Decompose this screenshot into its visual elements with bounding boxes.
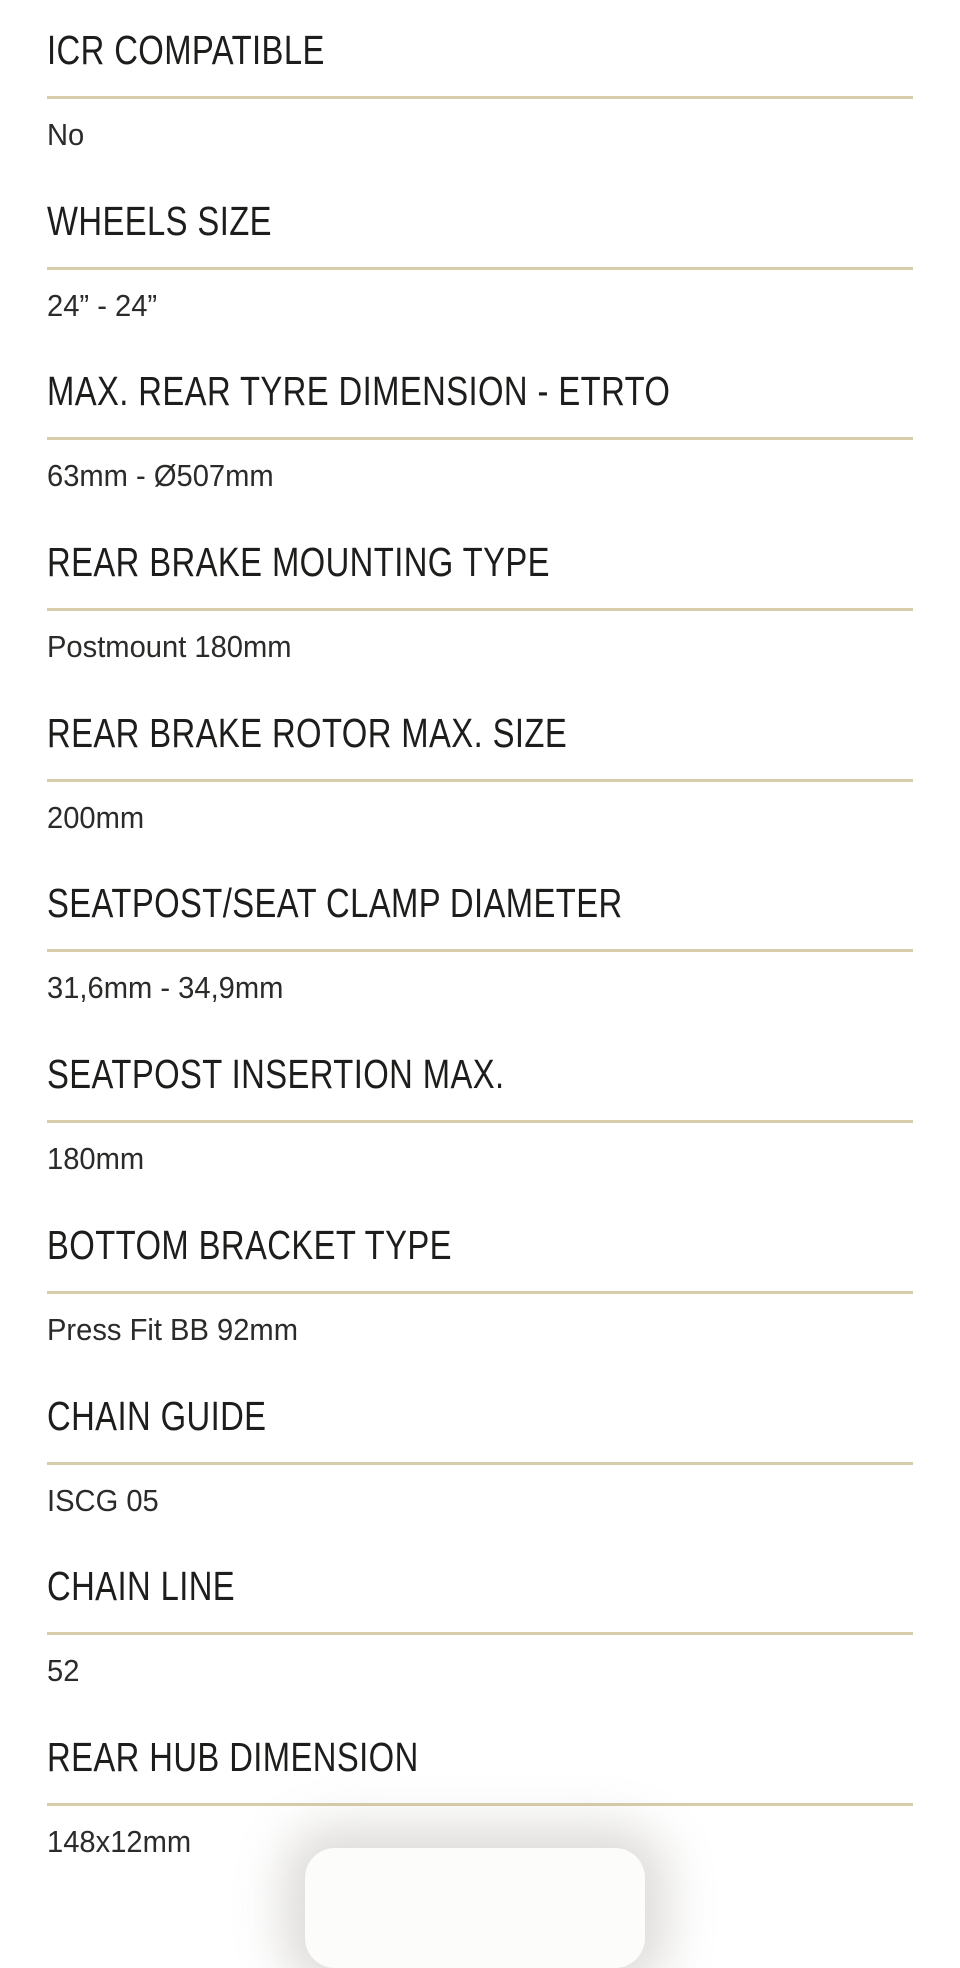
spec-value: 52 bbox=[47, 1653, 80, 1689]
spec-divider bbox=[47, 1291, 913, 1294]
bottom-overlay-shadow bbox=[305, 1848, 645, 1968]
spec-row bbox=[0, 683, 960, 854]
spec-label: SEATPOST INSERTION MAX. bbox=[47, 1051, 505, 1098]
spec-label: CHAIN GUIDE bbox=[47, 1392, 267, 1439]
spec-row bbox=[0, 0, 960, 171]
spec-label: CHAIN LINE bbox=[47, 1563, 236, 1610]
spec-row bbox=[0, 853, 960, 1024]
spec-row bbox=[0, 171, 960, 342]
spec-label: BOTTOM BRACKET TYPE bbox=[47, 1221, 452, 1268]
spec-row bbox=[0, 1024, 960, 1195]
spec-row bbox=[0, 1536, 960, 1707]
spec-divider bbox=[47, 437, 913, 440]
spec-divider bbox=[47, 1803, 913, 1806]
spec-value: 180mm bbox=[47, 1141, 145, 1177]
spec-label: WHEELS SIZE bbox=[47, 197, 272, 244]
spec-label: REAR BRAKE MOUNTING TYPE bbox=[47, 539, 550, 586]
spec-label: MAX. REAR TYRE DIMENSION - ETRTO bbox=[47, 368, 671, 415]
spec-label: REAR BRAKE ROTOR MAX. SIZE bbox=[47, 709, 568, 756]
spec-value: 31,6mm - 34,9mm bbox=[47, 970, 284, 1006]
spec-value: 200mm bbox=[47, 799, 145, 835]
spec-row bbox=[0, 1366, 960, 1537]
spec-divider bbox=[47, 267, 913, 270]
spec-divider bbox=[47, 1462, 913, 1465]
spec-row bbox=[0, 1195, 960, 1366]
spec-row bbox=[0, 341, 960, 512]
spec-value: 148x12mm bbox=[47, 1823, 192, 1859]
spec-value: 63mm - Ø507mm bbox=[47, 458, 274, 494]
spec-value: No bbox=[47, 117, 85, 152]
spec-row bbox=[0, 512, 960, 683]
spec-label: SEATPOST/SEAT CLAMP DIAMETER bbox=[47, 880, 623, 927]
spec-label: ICR COMPATIBLE bbox=[47, 27, 325, 73]
spec-value: Press Fit BB 92mm bbox=[47, 1311, 298, 1347]
spec-divider bbox=[47, 96, 913, 99]
spec-divider bbox=[47, 608, 913, 611]
spec-value: Postmount 180mm bbox=[47, 629, 292, 665]
spec-label: REAR HUB DIMENSION bbox=[47, 1733, 419, 1780]
spec-divider bbox=[47, 1120, 913, 1123]
spec-divider bbox=[47, 1632, 913, 1635]
spec-value: 24” - 24” bbox=[47, 287, 158, 323]
spec-divider bbox=[47, 779, 913, 782]
spec-divider bbox=[47, 949, 913, 952]
spec-value: ISCG 05 bbox=[47, 1482, 159, 1518]
